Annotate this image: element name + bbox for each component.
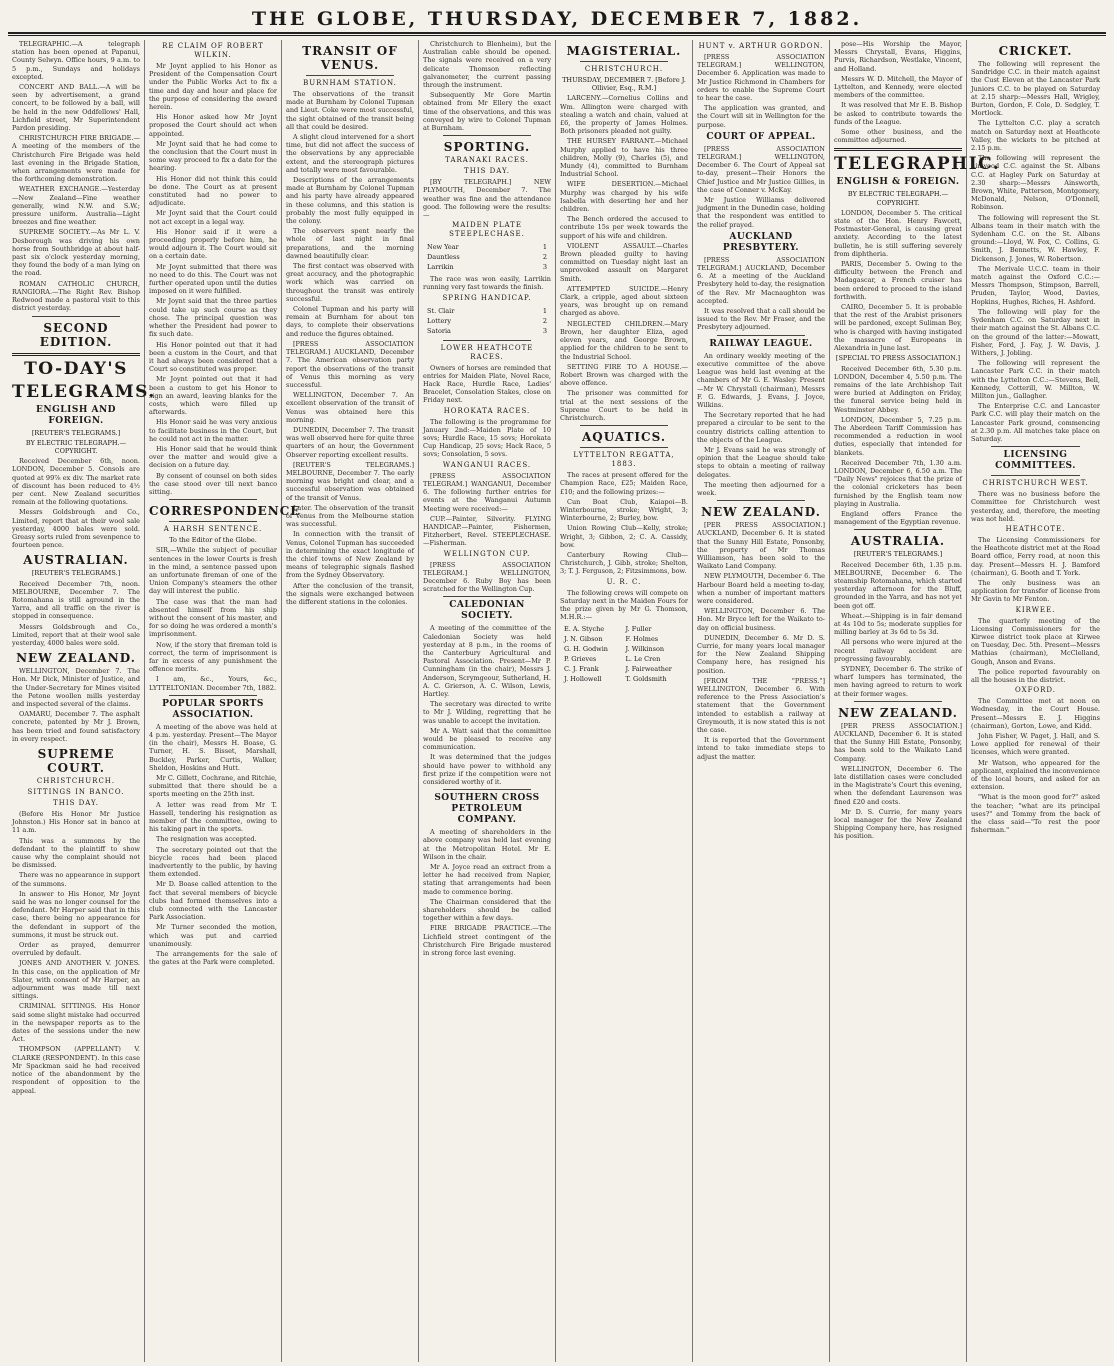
article-paragraph: SETTING FIRE TO A HOUSE.—Robert Brown was charged with the above offence. xyxy=(560,362,688,388)
article-paragraph: The arrangements for the sale of the gates at the Park were completed. xyxy=(149,950,277,967)
article-paragraph: The races at present offered for the Champion Race, £25; Maiden Race, £10; and the following prizes:— xyxy=(560,471,688,496)
table-cell: J. Fuller xyxy=(625,625,652,634)
section-heading: ENGLISH & FOREIGN. xyxy=(836,177,960,188)
article-paragraph: A meeting of the above was held at 4 p.m. yesterday. Present—The Mayor (in the chair), Messrs H. Boase, G. Turner, H. S. Bisset, Marshall, Buckley, Parker, Curtis, Walker, Sheldon, Hoskins and Hutt. xyxy=(149,722,277,772)
section-heading: SOUTHERN CROSS PETROLEUM COMPANY. xyxy=(434,793,540,826)
section-heading: A HARSH SENTENCE. xyxy=(163,525,263,534)
section-heading: AQUATICS. xyxy=(581,430,667,445)
divider xyxy=(169,521,257,522)
table-row xyxy=(562,635,686,643)
article-paragraph: In answer to His Honor, Mr Joynt said he was no longer counsel for the defendant. Mr Harper said that in this case, there being no appearance for the defendant in support of the summons, it must be struck out. xyxy=(12,889,140,939)
divider xyxy=(443,789,531,790)
section-heading: AUSTRALIA. xyxy=(850,534,946,549)
masthead-rule xyxy=(8,32,1106,36)
table-row xyxy=(562,665,686,673)
result-table xyxy=(423,305,551,337)
table-cell: Lottery xyxy=(427,316,452,325)
article-paragraph: NEGLECTED CHILDREN.—Mary Brown, her daughter Eliza, aged eleven years, and George Brown, applied for the children to be sent to the Industrial School. xyxy=(560,319,688,361)
article-paragraph: [PRESS ASSOCIATION TELEGRAM.] AUCKLAND, December 6. At a meeting of the Auckland Presbytery held to-day, the resignation of the Rev. Mr Macnaughton was accepted. xyxy=(697,255,825,305)
section-heading: TO-DAY'S xyxy=(24,358,128,379)
article-paragraph: WELLINGTON, December 7. An excellent observation of the transit of Venus was obtained here this morning. xyxy=(286,391,414,424)
article-paragraph: [REUTER'S TELEGRAMS.] MELBOURNE, December 7. The early morning was bright and clear, and a successful observation was obtained of the transit of Venus. xyxy=(286,460,414,502)
divider xyxy=(443,596,531,597)
article-paragraph: By consent of counsel on both sides the case stood over till next banco sitting. xyxy=(149,471,277,496)
table-row xyxy=(425,243,549,251)
section-heading: WELLINGTON CUP. xyxy=(443,549,531,558)
article-paragraph: Mr A. Joyce read an extract from a letter he had received from Napier, stating that arrangements had been made to commence boring. xyxy=(423,863,551,896)
divider xyxy=(580,61,668,62)
article-paragraph: Received December 6th, 5.30 p.m. LONDON, December 4, 5.50 p.m. The remains of the late Archbishop Tait were buried at Addington on Friday, the funeral service being held in Westminster Abbey. xyxy=(834,364,962,414)
article-paragraph: Mr Joynt said that he had come to the conclusion that the Court must in some way proceed to fix a date for the hearing. xyxy=(149,139,277,173)
section-heading: TRANSIT OF VENUS. xyxy=(302,44,398,72)
table-cell: J. Wilkinson xyxy=(625,645,665,654)
section-heading: HOROKATA RACES. xyxy=(443,406,531,415)
article-paragraph: His Honor said that he would think over the matter and would give a decision on a future day. xyxy=(149,444,277,470)
column-6 xyxy=(693,40,830,1362)
table-cell: F. Holmes xyxy=(625,635,659,644)
article-paragraph: His Honor said if it were a proceeding properly before him, he would adjourn it. The Court would sit on a certain date. xyxy=(149,227,277,261)
article-paragraph: VIOLENT ASSAULT.—Charles Brown pleaded guilty to having committed on Tuesday night last an unprovoked assault on Margaret Smith. xyxy=(560,241,688,283)
column-1 xyxy=(8,40,156,1362)
article-paragraph: The Chairman considered that the shareholders should be called together within a few days. xyxy=(423,897,551,923)
article-paragraph: Mr Joynt applied to his Honor as President of the Compensation Court under the Public Works Act to fix a time and day and hour and place for the purpose of considering the award herein. xyxy=(149,62,277,112)
article-paragraph: Now, if the story that fireman told is correct, the term of imprisonment is far in excess of any punishment the offence merits. xyxy=(149,640,277,674)
table-cell: 1 xyxy=(542,306,547,315)
article-paragraph: FIRE BRIGADE PRACTICE.—The Lichfield street contingent of the Christchurch Fire Brigade mustered in strong force last evening. xyxy=(423,924,551,958)
article-paragraph: ATTEMPTED SUICIDE.—Henry Clark, a cripple, aged about sixteen years, was brought up on remand charged as above. xyxy=(560,284,688,318)
result-table xyxy=(560,623,688,685)
article-paragraph: Cun Boat Club, Kaiapoi—B. Winterbourne, stroke; Wright, 3; Winterbourne, 2; Burley, bow. xyxy=(560,497,688,523)
section-heading: POPULAR SPORTS ASSOCIATION. xyxy=(162,698,264,720)
article-paragraph: Colonel Tupman and his party will remain at Burnham for about ten days, to complete their observations and reduce the figures obtained. xyxy=(286,305,414,338)
article-paragraph: A slight cloud intervened for a short time, but did not affect the success of the observations by any appreciable extent, and the stereograph pictures and totally were most favourable. xyxy=(286,133,414,174)
article-paragraph: An ordinary weekly meeting of the executive committee of the above League was held last evening at the chambers of Mr G. E. Wasley. Present—Mr W. Chrystall (chairman), Messrs F. G. Edwards, J. Evans, J. Joyce, Wilkins. xyxy=(697,351,825,409)
article-paragraph: Mr Joynt pointed out that it had been a custom to get his Honor to sign an award, leaving blanks for the costs, which were filled up afterwards. xyxy=(149,375,277,417)
article-paragraph: DUNEDIN, December 6. Mr D. S. Currie, for many years local manager for the New Zealand Shipping Company here, has resigned his position. xyxy=(697,633,825,675)
article-paragraph: England offers France the management of the Egyptian revenue. xyxy=(834,509,962,527)
article-paragraph: LONDON, December 5, 7.25 p.m. The Aberdeen Tariff Commission has recommended a reduction in wool duties, especially that intended for blankets. xyxy=(834,415,962,457)
section-heading: To the Editor of the Globe. xyxy=(169,536,257,545)
section-heading: LICENSING COMMITTEES. xyxy=(995,450,1076,472)
column-7 xyxy=(830,40,1001,1362)
section-heading: SUPREME COURT. xyxy=(37,747,115,775)
section-heading: CHRISTCHURCH. xyxy=(584,65,664,73)
article-paragraph: John Fisher, W. Paget, J. Hall, and S. Lowe applied for renewal of their licenses, which were granted. xyxy=(971,732,1100,757)
section-heading: LOWER HEATHCOTE RACES. xyxy=(440,343,534,361)
divider xyxy=(854,529,942,530)
article-paragraph: The following will represent the Lancaster Park C.C. in their match with the Lyttelton C.C.:—Stevens, Bell, Kennedy, Cotterill, W. Millton, W. Millton jun., Gallagher. xyxy=(971,359,1100,400)
article-paragraph: Owners of horses are reminded that entries for Maiden Plate, Novel Race, Hack Race, Hurdle Race, Ladies' Bracelet, Consolation Stakes, close on Friday next. xyxy=(423,363,551,405)
article-paragraph: WEATHER EXCHANGE.—Yesterday—New Zealand—Fine weather generally, wind N.W. and S.W.; pressure uniform. Australia—Light breezes and fine weather. xyxy=(12,185,140,227)
column-5 xyxy=(556,40,693,1362)
article-paragraph: His Honor did not think this could be done. The Court as at present constituted had no power to adjudicate. xyxy=(149,174,277,208)
section-heading: MAIDEN PLATE STEEPLECHASE. xyxy=(449,221,525,239)
section-heading: BURNHAM STATION. xyxy=(303,79,397,87)
article-paragraph: After the conclusion of the transit, the signals were exchanged between the different stations in the colonies. xyxy=(286,581,414,606)
article-paragraph: Later. The observation of the transit of Venus from the Melbourne station was successful. xyxy=(286,503,414,529)
article-paragraph: The first contact was observed with great accuracy, and the photographic work which was carried on throughout the transit was entirely successful. xyxy=(286,262,414,303)
article-paragraph: The only business was an application for transfer of license from Mr Gavin to Mr Fenton. xyxy=(971,578,1100,604)
article-paragraph: It was resolved that a call should be issued to the Rev. Mr Fraser, and the Presbytery adjourned. xyxy=(697,307,825,332)
section-heading: MAGISTERIAL. xyxy=(566,44,682,58)
article-paragraph: CUP.—Painter, Silverity. FLYING HANDICAP.—Painter, Fishermen, Fitzherbert, Revel. STEEPLECHASE.—Fisherman. xyxy=(423,514,551,548)
section-heading: BY ELECTRIC TELEGRAPH.—COPYRIGHT. xyxy=(847,190,949,207)
divider xyxy=(12,353,140,356)
table-cell: T. Goldsmith xyxy=(625,675,667,684)
article-paragraph: SYDNEY, December 6. The strike of wharf lumpers has terminated, the men having agreed to return to work at their former wages. xyxy=(834,665,962,698)
article-paragraph: The resignation was accepted. xyxy=(156,835,257,844)
table-cell: Satoria xyxy=(427,326,451,335)
article-paragraph: There was no appearance in support of the summons. xyxy=(12,871,140,888)
section-heading: LYTTELTON REGATTA, 1883. xyxy=(573,451,675,469)
article-paragraph: LONDON, December 5. The critical state of the Hon. Henry Fawcett, Postmaster-General, is causing great anxiety. According to the latest bulletin, he is still suffering severely from diphtheria. xyxy=(834,208,962,258)
article-paragraph: His Honor asked how Mr Joynt proposed the Court should act when appointed. xyxy=(149,113,277,138)
section-heading: THIS DAY. xyxy=(53,799,99,807)
article-paragraph: The observers spent nearly the whole of last night in final preparations, and the morning dawned beautifully clear. xyxy=(286,227,414,260)
divider xyxy=(580,425,668,426)
section-heading: TELEGRAPHIC. xyxy=(834,154,1001,175)
table-cell: 3 xyxy=(542,326,547,335)
article-paragraph: pose—His Worship the Mayor, Messrs Chrystall, Evans, Higgins, Purvis, Richardson, Westlake, Vincent, and Holland. xyxy=(834,40,962,73)
section-heading: [REUTER'S TELEGRAMS.] xyxy=(853,550,943,559)
article-paragraph: The application was granted, and the Court will sit in Wellington for the purpose. xyxy=(697,104,825,129)
article-paragraph: Messrs Goldsbrough and Co., Limited, report that at their wool sale yesterday, 4000 bales were sold. xyxy=(12,622,140,647)
article-paragraph: The Bench ordered the accused to contribute 15s per week towards the support of his wife and children. xyxy=(560,215,688,240)
article-paragraph: WELLINGTON, December 7. The Hon. Mr Dick, Minister of Justice, and the Under-Secretary for Mines visited the Petone woollen mills yesterday and inspected several of the claims. xyxy=(12,667,140,708)
table-row xyxy=(425,317,549,325)
article-paragraph: [PRESS ASSOCIATION TELEGRAM.] WELLINGTON, December 6. Ruby Boy has been scratched for the Wellington Cup. xyxy=(423,560,551,594)
divider xyxy=(580,447,668,448)
article-paragraph: The following will represent the Linwood C.C. against the St. Albans C.C. at Hagley Park on Saturday at 2.30 sharp:—Messrs Ainsworth, Brown, White, Patterson, Montgomery, McDonald, Nelson, O'Donnell, Robinson. xyxy=(971,154,1100,212)
section-heading: TELEGRAMS. xyxy=(12,381,156,402)
article-paragraph: Mr Turner seconded the motion, which was put and carried unanimously. xyxy=(149,923,277,948)
section-heading: ENGLISH AND FOREIGN. xyxy=(36,404,116,426)
article-paragraph: WELLINGTON, December 6. The late distillation cases were concluded in the Magistrate's Court this evening, when the defendant Laurenson was fined £20 and costs. xyxy=(834,764,962,806)
article-paragraph: Received December 7th, 1.30 a.m. LONDON, December 6, 6.50 a.m. The "Daily News" rejoices that the prize of the colonial cricketers has been furnished by the English team now playing in Australia. xyxy=(834,458,962,508)
divider xyxy=(169,695,257,696)
table-cell: 2 xyxy=(542,316,547,325)
table-cell: L. Le Cren xyxy=(625,655,661,664)
section-heading: OXFORD. xyxy=(1014,686,1057,695)
article-paragraph: Christchurch to Blenheim), but the Australian cable should be opened. The signals were received on a very delicate Thomson reflecting galvanometer, the current passing through the instrument. xyxy=(423,40,551,90)
divider xyxy=(443,135,531,136)
article-paragraph: CRIMINAL SITTINGS. His Honor said some slight mistake had occurred in the newspaper reports as to the dates of the sessions under the new Act. xyxy=(12,1002,140,1044)
article-paragraph: Canterbury Rowing Club—Christchurch, J. Gibb, stroke; Shelton, 3; T. J. Ferguson, 2; Fitzsimmons, bow. xyxy=(560,550,688,576)
article-paragraph: It was determined that the judges should have power to withhold any first prize if the competition were not considered worthy of it. xyxy=(423,753,551,786)
article-paragraph: SUPREME SOCIETY.—As Mr L. V. Desborough was driving his own horse from Southbridge at about half-past six o'clock yesterday morning, they found the body of a man lying on the road. xyxy=(12,228,140,278)
divider xyxy=(443,340,531,341)
table-cell: G. H. Godwin xyxy=(564,645,608,654)
table-row xyxy=(425,263,549,271)
article-paragraph: [BY TELEGRAPH.] NEW PLYMOUTH, December 7. The weather was fine and the attendance good. The following were the results:— xyxy=(423,178,551,220)
section-heading: U. R. C. xyxy=(606,577,642,586)
article-paragraph: Mr Joynt said that the Court could not act except in a legal way. xyxy=(149,209,277,226)
article-paragraph: The Lyttelton C.C. play a scratch match on Saturday next at Heathcote Valley, the wickets to be pitched at 2.15 p.m. xyxy=(971,119,1100,153)
section-heading: COURT OF APPEAL. xyxy=(706,131,816,142)
article-paragraph: The Merivale U.C.C. team in their match against the Oxford C.C.:—Messrs Thompson, Stimpson, Barrell, Pruden, Taylor, Wood, Davies, Hopkins, Hughes, Riches, H. Ashford. xyxy=(971,264,1100,306)
article-paragraph: A letter was read from Mr T. Hassell, tendering his resignation as member of the committee, owing to his taking part in the sports. xyxy=(149,800,277,834)
article-paragraph: The secretary pointed out that the bicycle races had been placed inadvertently to the public, by having them extended. xyxy=(149,845,277,879)
table-cell: New Year xyxy=(427,243,459,252)
article-paragraph: Order as prayed, demurrer overruled by default. xyxy=(12,941,140,958)
article-paragraph: NEW PLYMOUTH, December 6. The Harbour Board held a meeting to-day, when a number of important matters were considered. xyxy=(697,572,825,605)
table-cell: Larrikin xyxy=(427,263,454,272)
article-paragraph: THE HURSEY FARRANT.—Michael Murphy applied to have his three children, Molly (9), Charles (5), and Mundy (4), committed to Burnham Industrial School. xyxy=(560,137,688,179)
article-paragraph: All persons who were injured at the recent railway accident are progressing favourably. xyxy=(834,638,962,663)
article-paragraph: Received December 7th, noon. MELBOURNE, December 7. The Rotomahana is still aground in the Yarra, and all traffic on the river is stopped in consequence. xyxy=(12,579,140,621)
article-paragraph: [PRESS ASSOCIATION TELEGRAM.] AUCKLAND, December 7. The American observation party report the observations of the transit of Venus this morning as very successful. xyxy=(286,339,414,389)
table-cell: 1 xyxy=(542,243,547,252)
table-cell: E. A. Styche xyxy=(564,625,605,634)
article-paragraph: WIFE DESERTION.—Michael Murphy was charged by his wife Isabella with deserting her and her children. xyxy=(560,180,688,214)
section-heading: CRICKET. xyxy=(998,44,1073,58)
section-heading: THIS DAY. xyxy=(464,167,510,176)
article-paragraph: ROMAN CATHOLIC CHURCH, RANGIORA.—The Right Rev. Bishop Redwood made a pastoral visit to this district yesterday. xyxy=(12,279,140,313)
article-paragraph: The following is the programme for January 2nd:—Maiden Plate of 10 sovs; Hurdle Race, 15 sovs; Horokata Cup Handicap, 25 sovs; Hack Race, 5 sovs; Consolation, 5 sovs. xyxy=(423,417,551,459)
article-paragraph: The observations of the transit made at Burnham by Colonel Tupman and Lieut. Coke were most successful, the sight obtained of the transit being all that could be desired. xyxy=(286,90,414,131)
divider xyxy=(834,148,962,151)
article-paragraph: [PER PRESS ASSOCIATION.] AUCKLAND, December 6. It is stated that the Sunny Hill Estate, Ponsonby, has been sold to the Waikato Land Company. xyxy=(834,721,962,763)
article-paragraph: Mr D. S. Currie, for many years local manager for the New Zealand Shipping Company here, has resigned his position. xyxy=(834,807,962,841)
section-heading: NEW ZEALAND. xyxy=(16,651,136,666)
divider xyxy=(306,75,394,76)
divider xyxy=(169,499,257,500)
article-paragraph: The police reported favourably on all the houses in the district. xyxy=(971,667,1100,684)
article-paragraph: A meeting of shareholders in the above company was held last evening at the Metropolitan Hotel. Mr E. Wilson in the chair. xyxy=(423,828,551,861)
article-paragraph: The prisoner was committed for trial at the next sessions of the Supreme Court to be held in Christchurch. xyxy=(560,389,688,422)
section-heading: CALEDONIAN SOCIETY. xyxy=(449,600,525,622)
article-paragraph: OAMARU, December 7. The asphalt concrete, patented by Mr J. Brown, has been tried and found satisfactory in every respect. xyxy=(12,710,140,743)
table-cell: P. Grieves xyxy=(564,655,597,664)
article-paragraph: The following will represent the Sandridge C.C. in their match against the Cust Eleven at the Lancaster Park Juniors C.C. to be played on Saturday at 2.15 sharp:—Messrs Hall, Wrigley, Burton, Gordon, F. Cole, D. Sedgley, T. Mortlock. xyxy=(971,60,1100,118)
table-row xyxy=(425,307,549,315)
article-paragraph: The following will play for the Sydenham C.C. on Saturday next in their match against the St. Albans C.C. on the ground of the latter:—Mowatt, Fisher, Ford, J. Fay, J. W. Davis, J. Withers, J. Jobling. xyxy=(971,307,1100,357)
section-heading: AUCKLAND PRESBYTERY. xyxy=(722,231,800,253)
table-cell: C. J. Frank xyxy=(564,665,599,674)
article-paragraph: Messrs W. D. Mitchell, the Mayor of Lyttelton, and Kennedy, were elected members of the committee. xyxy=(834,74,962,100)
section-heading: AUSTRALIAN. xyxy=(23,553,129,568)
section-heading: SECOND EDITION. xyxy=(39,320,113,349)
section-heading: HUNT v. ARTHUR GORDON. xyxy=(698,42,824,50)
article-paragraph: [PRESS ASSOCIATION TELEGRAM.] WELLINGTON, December 6. Application was made to Mr Justice Richmond in Chambers for orders to enable the Supreme Court to hear the case. xyxy=(697,53,825,103)
article-paragraph: Mr Watson, who appeared for the applicant, explained the inconvenience of the local hours, and asked for an extension. xyxy=(971,758,1100,792)
article-paragraph: Messrs Goldsbrough and Co., Limited, report that at their wool sale yesterday, 4000 bales were sold. Greasy sorts ruled from sevenpence to fourteen pence. xyxy=(12,508,140,550)
table-cell: J. Fairweather xyxy=(625,665,672,674)
article-paragraph: CHRISTCHURCH FIRE BRIGADE.—A meeting of the members of the Christchurch Fire Brigade was held last evening in the Brigade Station, when arrangements were made for the forthcoming demonstration. xyxy=(12,134,140,184)
table-cell: J. N. Gibson xyxy=(564,635,603,644)
masthead: THE GLOBE, THURSDAY, DECEMBER 7, 1882. xyxy=(251,8,863,30)
column-8 xyxy=(967,40,1104,1362)
article-paragraph: In connection with the transit of Venus, Colonel Tupman has succeeded in determining the exact longitude of the chief towns of New Zealand by means of telegraphic signals flashed from the Sydney Observatory. xyxy=(286,530,414,580)
table-row xyxy=(562,625,686,633)
divider xyxy=(717,335,805,336)
article-paragraph: DUNEDIN, December 7. The transit was well observed here for quite three quarters of an hour, the Government Observer reporting excellent results. xyxy=(286,425,414,459)
table-row xyxy=(425,253,549,261)
section-heading: CHRISTCHURCH. xyxy=(36,777,116,785)
article-paragraph: LARCENY.—Cornelius Collins and Wm. Allington were charged with stealing a watch and chain, valued at £6, the property of James Holmes. Both prisoners pleaded not guilty. xyxy=(560,94,688,136)
article-paragraph: His Honor said he was very anxious to facilitate business in the Court, but he could not act in the matter. xyxy=(149,418,277,443)
table-cell: J. Hollowell xyxy=(564,675,602,684)
table-row xyxy=(425,327,549,335)
article-paragraph: Mr Joynt said that the three parties could take up such course as they chose. The principal question was whether the President had power to fix such date. xyxy=(149,297,277,339)
column-3 xyxy=(282,40,419,1362)
table-row xyxy=(562,675,686,683)
article-paragraph: Mr Joynt submitted that there was no need to do this. The Court was not further operated upon until the duties imposed on it were fulfilled. xyxy=(149,262,277,296)
article-paragraph: Received December 6th, 1.35 p.m. MELBOURNE, December 6. The steamship Rotomahana, which started yesterday afternoon for the Bluff, grounded in the Yarra, and has not yet been got off. xyxy=(834,560,962,610)
divider xyxy=(991,446,1080,447)
article-paragraph: Some other business, and the committee adjourned. xyxy=(834,128,962,145)
section-heading: BY ELECTRIC TELEGRAPH.—COPYRIGHT. xyxy=(25,438,127,455)
article-paragraph: The following crews will compete on Saturday next in the Maiden Fours for the prize given by Mr G. Thomson, M.H.R.:— xyxy=(560,588,688,622)
section-heading: HEATHCOTE. xyxy=(1005,524,1066,533)
section-heading: THURSDAY, DECEMBER 7. [Before J. Ollivier, Esq., R.M.] xyxy=(562,76,686,93)
section-heading: [SPECIAL TO PRESS ASSOCIATION.] xyxy=(835,354,961,363)
divider xyxy=(717,500,805,501)
article-paragraph: The Secretary reported that he had prepared a circular to be sent to the country districts calling attention to the objects of the League. xyxy=(697,411,825,444)
section-heading: RE CLAIM OF ROBERT WILKIN. xyxy=(162,42,264,59)
article-paragraph: PARIS, December 5. Owing to the difficulty between the French and Madagascar, a French cruiser has been ordered to proceed to the island forthwith. xyxy=(834,260,962,301)
article-paragraph: Mr A. Watt said that the committee would be pleased to receive any communication. xyxy=(423,726,551,752)
article-paragraph: CAIRO, December 5. It is probable that the rest of the Arabist prisoners will be pardoned, except Suliman Bey, who is charged with having instigated the massacre of Europeans in Alexandria in June last. xyxy=(834,303,962,353)
table-row xyxy=(562,645,686,653)
article-paragraph: The Enterprise C.C. and Lancaster Park C.C. will play their match on the Lancaster Park ground, commencing at 2.30 p.m. All matches take place on Saturday. xyxy=(971,402,1100,443)
article-paragraph: Subsequently Mr Gore Martin obtained from Mr Ellery the exact time of the observations, and this was conveyed by wire to Colonel Tupman at Burnham. xyxy=(423,91,551,133)
article-paragraph: Mr Justice Williams delivered judgment in the Dunedin case, holding that the respondent was entitled to the relief prayed. xyxy=(697,196,825,229)
section-heading: SPRING HANDICAP. xyxy=(442,293,532,302)
article-paragraph: It is reported that the Government intend to take immediate steps to adjust the matter. xyxy=(697,736,825,761)
section-heading: KIRWEE. xyxy=(1015,605,1056,614)
article-paragraph: Union Rowing Club—Kelly, stroke; Wright, 3; Gibbon, 2; C. A. Cassidy, bow. xyxy=(560,524,688,549)
article-paragraph: Mr C. Gillett, Cochrane, and Ritchie, submitted that there should be a sports meeting on the 25th inst. xyxy=(149,774,277,799)
article-paragraph: A meeting of the committee of the Caledonian Society was held yesterday at 8 p.m., in the rooms of the Canterbury Agricultural and Pastoral Association. Present—Mr P. Cunningham (in the chair), Messrs J. Anderson, Scrymgeour, Sutherland, H. A. C. Grierson, A. C. Wilson, Lewis, Hartley. xyxy=(423,624,551,698)
section-heading: RAILWAY LEAGUE. xyxy=(709,338,813,349)
table-cell: 2 xyxy=(542,253,547,262)
article-paragraph: This was a summons by the defendant to the plaintiff to show cause why the complaint should not be dismissed. xyxy=(12,836,140,870)
section-heading: WANGANUI RACES. xyxy=(442,460,532,469)
article-paragraph: Wheat.—Shipping is in fair demand at 4s 10d to 5s; moderate supplies for milling barley at 3s 6d to 5s 3d. xyxy=(834,611,962,637)
article-paragraph: The Licensing Commissioners for the Heathcote district met at the Road Board office, Ferry road, at noon this day. Present—Messrs H. J. Bamford (chairman), G. Booth and T. York. xyxy=(971,535,1100,577)
section-heading: [REUTER'S TELEGRAMS.] xyxy=(31,569,121,578)
article-paragraph: (Before His Honor Mr Justice Johnston.) His Honor sat in banco at 11 a.m. xyxy=(12,810,140,835)
columns xyxy=(8,40,1106,1362)
column-4 xyxy=(419,40,556,1362)
section-heading: SITTINGS IN BANCO. xyxy=(27,788,125,796)
divider xyxy=(32,316,120,317)
article-paragraph: CONCERT AND BALL.—A will be seen by advertisement, a grand concert, to be followed by a ball, will be held in the new Oddfellows' Hall, Lichfield street, Mr Superintendent Pardon presiding. xyxy=(12,83,140,133)
article-paragraph: The quarterly meeting of the Licensing Commissioners for the Kirwee district took place at Kirwee on Tuesday, Dec. 5th. Present—Messrs Mathias (chairman), McClelland, Gough, Anson and Evans. xyxy=(971,616,1100,666)
column-2 xyxy=(145,40,301,1362)
section-heading: SPORTING. xyxy=(443,140,531,155)
divider xyxy=(854,701,942,702)
article-paragraph: The meeting then adjourned for a week. xyxy=(697,480,825,497)
article-paragraph: [FROM THE "PRESS."] WELLINGTON, December 6. With reference to the Press Association's statement that the Government intended to establish a railway at Greymouth, it is now stated this is not the case. xyxy=(697,676,825,735)
article-paragraph: There was no business before the Committee for Christchurch west yesterday, and, therefore, the meeting was not held. xyxy=(971,490,1100,523)
section-heading: TARANAKI RACES. xyxy=(445,156,529,165)
article-paragraph: [PER PRESS ASSOCIATION.] AUCKLAND, December 6. It is stated that the Sunny Hill Estate, Ponsonby, the property of Mr Thomas Williamson, has been sold to the Waikato Land Company. xyxy=(697,521,825,571)
article-paragraph: The following will represent the St. Albans team in their match with the Sydenham C.C. on the St. Albans ground:—Lloyd, W. Fox, C. Collins, G. Smith, J. Bennetts, W. Hawley, F. Dickenson, J. Jones, W. Robertson. xyxy=(971,213,1100,263)
section-heading: CORRESPONDENCE xyxy=(149,504,301,519)
article-paragraph: The case was that the man had absented himself from his ship without the consent of his master, and for so doing he was ordered a month's imprisonment. xyxy=(149,597,277,639)
article-paragraph: His Honor pointed out that it had been a custom in the Court, and that it had always been considered that a Court so constituted was proper. xyxy=(149,340,277,374)
table-cell: St. Clair xyxy=(427,306,455,315)
article-paragraph: WELLINGTON, December 6. The Hon. Mr Bryce left for the Waikato to-day on official business. xyxy=(697,607,825,632)
article-paragraph: SIR,—While the subject of peculiar sentences in the lower Courts is fresh in the mind, a sentence passed upon an unfortunate fireman of one of the Union Company's steamers the other day will interest the public. xyxy=(149,546,277,596)
article-paragraph: THOMPSON (APPELLANT) V. CLARKE (RESPONDENT). In this case Mr Spackman said he had received notice of the abandonment by the respondent of opposition to the appeal. xyxy=(12,1045,140,1095)
article-paragraph: It was resolved that Mr E. B. Bishop be asked to contribute towards the funds of the League. xyxy=(834,101,962,126)
article-paragraph: Descriptions of the arrangements made at Burnham by Colonel Tupman and his party have already appeared in these columns, and this station is probably the most fully equipped in the colony. xyxy=(286,176,414,226)
section-heading: CHRISTCHURCH WEST. xyxy=(982,479,1089,488)
divider xyxy=(991,475,1080,476)
article-paragraph: The race was won easily, Larrikin running very fast towards the finish. xyxy=(423,275,551,292)
article-paragraph: Received December 6th, noon. LONDON, December 5. Consols are quoted at 99⅞ ex div. The market rate of discount has been reduced to 4½ per cent. New Zealand securities remain at the following quotations. xyxy=(12,457,140,507)
article-paragraph: "What is the moon good for?" asked the teacher; "what are its principal uses?" and Tommy from the back of the class said—"To rest the poor fisherman." xyxy=(971,793,1100,835)
article-paragraph: JONES AND ANOTHER V. JONES. In this case, on the application of Mr Slater, with consent of Mr Harper, an adjournment was made till next sittings. xyxy=(12,959,140,1001)
article-paragraph: Mr D. Boase called attention to the fact that several members of bicycle clubs had formed themselves into a club connected with the Lancaster Park Association. xyxy=(149,880,277,922)
article-paragraph: The Committee met at noon on Wednesday, in the Court House. Present—Messrs E. J. Higgins (chairman), Gorton, Lowe, and Kidd. xyxy=(971,697,1100,730)
result-table xyxy=(423,241,551,273)
section-heading: NEW ZEALAND. xyxy=(701,505,821,520)
section-heading: [REUTER'S TELEGRAMS.] xyxy=(31,428,121,437)
table-cell: 3 xyxy=(542,263,547,272)
article-paragraph: TELEGRAPHIC.—A telegraph station has been opened at Papanui, County Selwyn. Office hours, 9 a.m. to 5 p.m., Sundays and holidays excepted. xyxy=(12,40,140,81)
article-paragraph: I am, &c., Yours, &c., LYTTELTONIAN. December 7th, 1882. xyxy=(149,675,277,692)
article-paragraph: [PRESS ASSOCIATION TELEGRAM.] WELLINGTON, December 6. The Court of Appeal sat to-day, present—Their Honors the Chief Justice and Mr Justice Gillies, in the case of Conner v. McKay. xyxy=(697,144,825,194)
article-paragraph: The secretary was directed to write to Mr J. Wilding, regretting that he was unable to accept the invitation. xyxy=(423,700,551,725)
article-paragraph: Mr J. Evans said he was strongly of opinion that the League should take steps to obtain a meeting of railway delegates. xyxy=(697,445,825,479)
table-row xyxy=(562,655,686,663)
table-cell: Dauntless xyxy=(427,253,460,262)
article-paragraph: [PRESS ASSOCIATION TELEGRAM.] WANGANUI, December 6. The following further entries for events at the Wanganui Autumn Meeting were received:— xyxy=(423,471,551,513)
section-heading: NEW ZEALAND. xyxy=(838,705,958,720)
